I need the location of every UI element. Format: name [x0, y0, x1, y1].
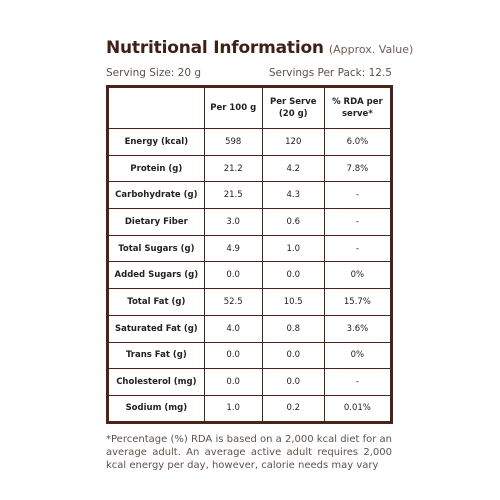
per-serve-value: 0.8: [262, 315, 324, 342]
per-100g-value: 3.0: [204, 209, 262, 236]
per-100g-value: 21.5: [204, 182, 262, 209]
column-header-per-100g: Per 100 g: [204, 87, 262, 129]
nutrient-label: Energy (kcal): [108, 129, 205, 156]
nutrient-label: Added Sugars (g): [108, 262, 205, 289]
rda-value: -: [324, 369, 391, 396]
table-header-row: [108, 87, 392, 129]
table-row: [108, 342, 392, 369]
page-title: Nutritional Information: [106, 38, 324, 58]
table-row: [108, 129, 392, 156]
nutrient-label: Saturated Fat (g): [108, 315, 205, 342]
per-serve-value: 4.2: [262, 155, 324, 182]
per-100g-value: 0.0: [204, 342, 262, 369]
table-row: [108, 209, 392, 236]
table-row: [108, 289, 392, 316]
column-header-nutrient: [108, 87, 205, 129]
per-serve-value: 1.0: [262, 235, 324, 262]
table-row: [108, 369, 392, 396]
nutrition-table-body: [108, 129, 392, 423]
per-serve-value: 0.0: [262, 369, 324, 396]
rda-value: -: [324, 182, 391, 209]
rda-value: 7.8%: [324, 155, 391, 182]
table-row: [108, 235, 392, 262]
rda-value: -: [324, 235, 391, 262]
per-serve-value: 0.6: [262, 209, 324, 236]
per-100g-value: 0.0: [204, 262, 262, 289]
table-row: [108, 315, 392, 342]
title-row: [106, 38, 414, 58]
per-serve-value: 10.5: [262, 289, 324, 316]
per-100g-value: 598: [204, 129, 262, 156]
per-serve-value: 0.0: [262, 262, 324, 289]
per-100g-value: 0.0: [204, 369, 262, 396]
servings-per-pack: Servings Per Pack: 12.5: [268, 67, 392, 79]
serving-info: [106, 67, 392, 79]
per-serve-value: 0.2: [262, 395, 324, 422]
per-100g-value: 4.9: [204, 235, 262, 262]
rda-value: 6.0%: [324, 129, 391, 156]
table-row: [108, 262, 392, 289]
rda-value: 3.6%: [324, 315, 391, 342]
footnote: *Percentage (%) RDA is based on a 2,000 kcal diet for an average adult. An average active adult requires 2,000 kcal energy per day, however, calorie needs may vary: [106, 433, 392, 471]
per-serve-value: 4.3: [262, 182, 324, 209]
per-100g-value: 4.0: [204, 315, 262, 342]
per-100g-value: 21.2: [204, 155, 262, 182]
nutrition-panel: [106, 38, 414, 472]
rda-value: 0.01%: [324, 395, 391, 422]
per-100g-value: 52.5: [204, 289, 262, 316]
nutrient-label: Carbohydrate (g): [108, 182, 205, 209]
column-header-rda: % RDA per serve*: [324, 87, 391, 129]
rda-value: -: [324, 209, 391, 236]
per-serve-value: 0.0: [262, 342, 324, 369]
nutrient-label: Trans Fat (g): [108, 342, 205, 369]
column-header-per-serve: Per Serve (20 g): [262, 87, 324, 129]
nutrient-label: Total Sugars (g): [108, 235, 205, 262]
nutrient-label: Dietary Fiber: [108, 209, 205, 236]
table-row: [108, 395, 392, 422]
nutrient-label: Protein (g): [108, 155, 205, 182]
table-row: [108, 182, 392, 209]
nutrition-table: [106, 85, 393, 424]
rda-value: 15.7%: [324, 289, 391, 316]
rda-value: 0%: [324, 262, 391, 289]
per-serve-value: 120: [262, 129, 324, 156]
per-100g-value: 1.0: [204, 395, 262, 422]
page-subtitle: (Approx. Value): [328, 43, 414, 56]
rda-value: 0%: [324, 342, 391, 369]
nutrient-label: Total Fat (g): [108, 289, 205, 316]
table-row: [108, 155, 392, 182]
serving-size: Serving Size: 20 g: [106, 67, 202, 79]
nutrient-label: Sodium (mg): [108, 395, 205, 422]
nutrient-label: Cholesterol (mg): [108, 369, 205, 396]
